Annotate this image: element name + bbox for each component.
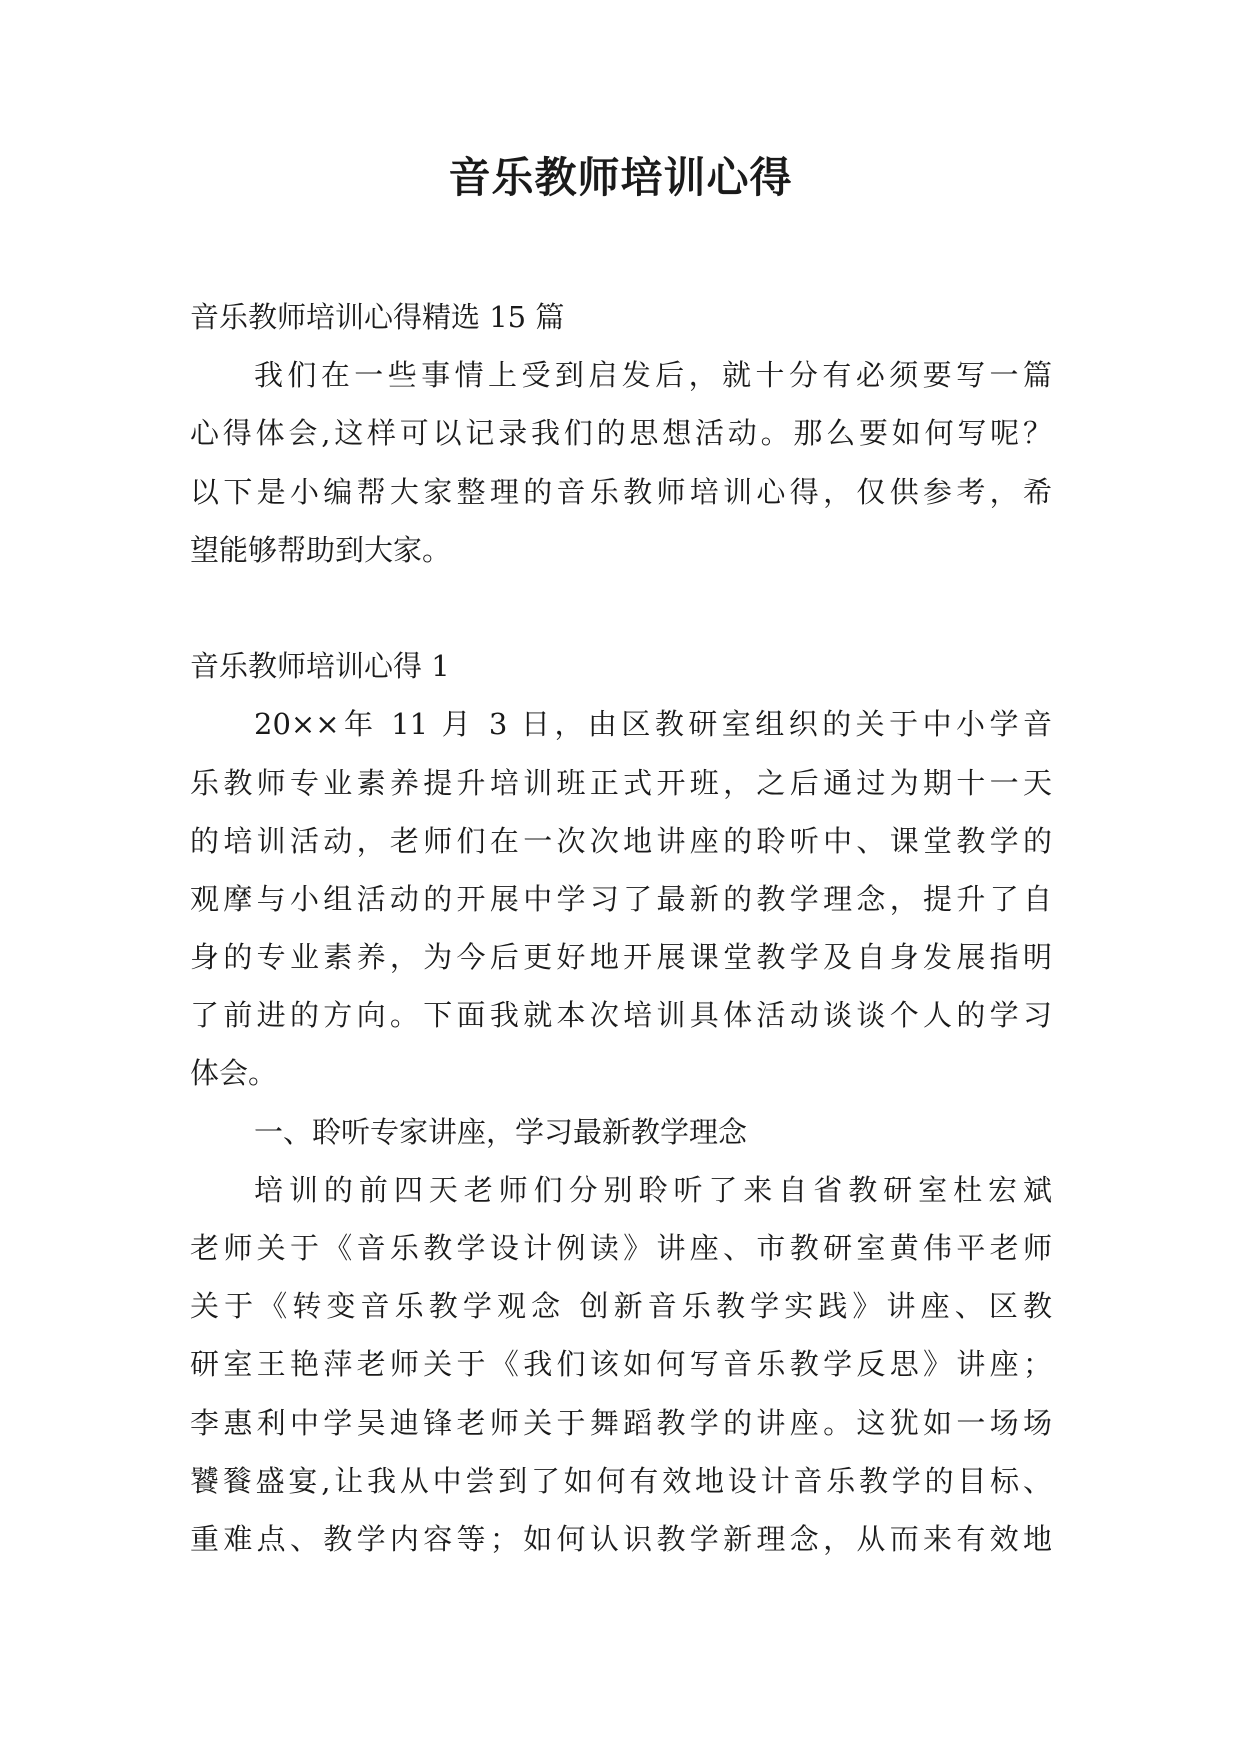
para1-line-7: 体会。 <box>190 1056 278 1091</box>
para1-line-6: 了前进的方向。下面我就本次培训具体活动谈谈个人的学习 <box>190 998 1052 1033</box>
intro-line-1: 我们在一些事情上受到启发后，就十分有必须要写一篇 <box>254 358 1052 393</box>
sub-heading: 一、聆听专家讲座，学习最新教学理念 <box>254 1114 748 1149</box>
para1-line-1: 20××年 11 月 3 日，由区教研室组织的关于中小学音 <box>254 707 1052 742</box>
para2-line-3: 关于《转变音乐教学观念 创新音乐教学实践》讲座、区教 <box>190 1289 1052 1324</box>
para1-line-4: 观摩与小组活动的开展中学习了最新的教学理念，提升了自 <box>190 881 1052 916</box>
para2-line-1: 培训的前四天老师们分别聆听了来自省教研室杜宏斌 <box>254 1172 1052 1207</box>
document-body <box>190 288 1052 1568</box>
intro-line-2: 心得体会,这样可以记录我们的思想活动。那么要如何写呢？ <box>190 416 1052 451</box>
para1-line-3: 的培训活动，老师们在一次次地讲座的聆听中、课堂教学的 <box>190 823 1052 858</box>
para2-line-6: 饕餮盛宴,让我从中尝到了如何有效地设计音乐教学的目标、 <box>190 1463 1052 1498</box>
para2-line-2: 老师关于《音乐教学设计例读》讲座、市教研室黄伟平老师 <box>190 1231 1052 1265</box>
blank-spacer <box>190 579 1052 637</box>
para1-line-2: 乐教师专业素养提升培训班正式开班，之后通过为期十一天 <box>190 765 1052 800</box>
intro-line-4: 望能够帮助到大家。 <box>190 532 452 567</box>
para2-line-5: 李惠利中学吴迪锋老师关于舞蹈教学的讲座。这犹如一场场 <box>190 1405 1052 1440</box>
section-heading: 音乐教师培训心得 1 <box>190 649 450 684</box>
document-title: 音乐教师培训心得 <box>448 153 793 202</box>
para1-line-5: 身的专业素养，为今后更好地开展课堂教学及自身发展指明 <box>190 940 1052 975</box>
intro-line-3: 以下是小编帮大家整理的音乐教师培训心得，仅供参考，希 <box>190 474 1052 509</box>
para2-line-4: 研室王艳萍老师关于《我们该如何写音乐教学反思》讲座； <box>190 1347 1052 1382</box>
subtitle-line: 音乐教师培训心得精选 15 篇 <box>190 300 565 334</box>
para2-line-7: 重难点、教学内容等；如何认识教学新理念，从而来有效地 <box>190 1521 1052 1556</box>
